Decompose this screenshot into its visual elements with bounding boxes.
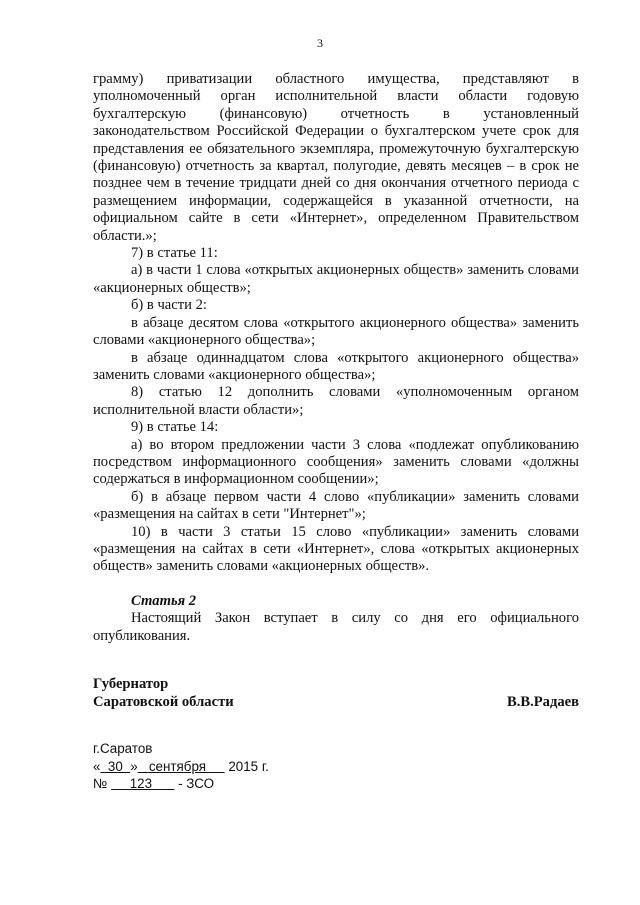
date-open-quote: « (93, 758, 101, 774)
paragraph-item-9a: а) во втором предложении части 3 слова «подлежат опубликованию посредством информационного сообщения» заменить словами «должны содержаться в информационном сообщении»; (93, 436, 579, 488)
date-year: 2015 г. (228, 758, 269, 774)
paragraph-item-9b: б) в абзаце первом части 4 слово «публикации» заменить словами «размещения на сайтах в сети "Интернет"»; (93, 488, 579, 523)
date-close-quote: » (130, 758, 138, 774)
law-body-text (93, 71, 579, 645)
signature-block (93, 675, 579, 711)
number-line (93, 775, 393, 793)
article-text: Настоящий Закон вступает в силу со дня его официального опубликования. (93, 610, 579, 644)
date-line (93, 758, 393, 776)
number-prefix: № (93, 776, 108, 791)
signer-name: В.В.Радаев (506, 694, 579, 710)
paragraph-item-10: 10) в части 3 статьи 15 слово «публикации» заменить словами «размещения на сайтах в сети «Интернет», слова «открытых акционерных обществ» заменить словами «акционерных обществ». (93, 523, 579, 575)
paragraph-item-7a: а) в части 1 слова «открытых акционерных обществ» заменить словами «акционерных обществ»; (93, 262, 579, 296)
signer-title-line2: Саратовской области (93, 694, 234, 710)
paragraph-item-9: 9) в статье 14: (131, 419, 219, 436)
paragraph-item-7b-2: в абзаце одиннадцатом слова «открытого акционерного общества» заменить словами «акционерного общества»; (93, 349, 579, 383)
paragraph-continuation: грамму) приватизации областного имущества, представляют в уполномоченный орган исполнительной власти области годовую бухгалтерскую (финансовую) отчетность в установленный законодательством Российской Федерации о бухгалтерском учете срок для представления ее обязательного экземпляра, промежуточную бухгалтерскую (финансовую) отчетность за квартал, полугодие, девять месяцев – в срок не позднее чем в течение тридцати дней со дня окончания отчетного периода с размещением информации, содержащейся в указанной отчетности, на официальном сайте в сети «Интернет», определенном Правительством области.»; (93, 71, 579, 244)
date-day: 30 (100, 758, 131, 774)
article-heading: Статья 2 (131, 592, 197, 609)
page-number: 3 (317, 36, 323, 50)
city-line: г.Саратов (93, 741, 153, 756)
date-month: сентября (148, 758, 206, 774)
document-footer (93, 740, 393, 793)
law-number: 123 (129, 776, 153, 791)
paragraph-item-7b-1: в абзаце десятом слова «открытого акционерного общества» заменить словами «акционерного общества»; (93, 314, 579, 349)
paragraph-item-7b: б) в части 2: (131, 297, 207, 314)
number-suffix: - ЗСО (178, 776, 215, 791)
signer-title-line1: Губернатор (93, 676, 169, 692)
paragraph-item-8: 8) статью 12 дополнить словами «уполномоченным органом исполнительной власти области»; (93, 384, 579, 418)
paragraph-item-7: 7) в статье 11: (131, 245, 218, 262)
